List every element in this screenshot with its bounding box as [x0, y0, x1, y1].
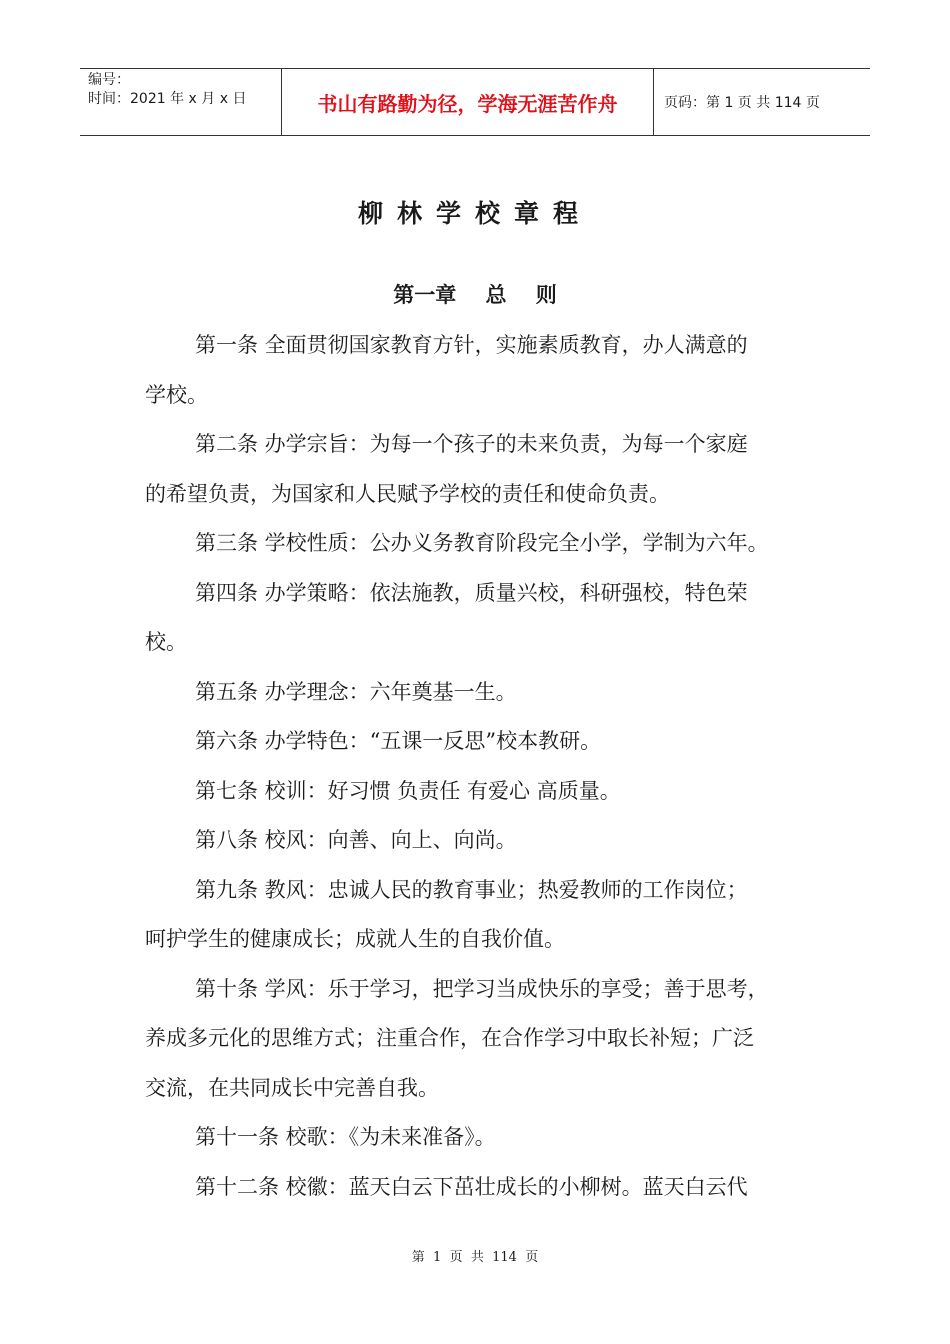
paragraph-line: 交流，在共同成长中完善自我。: [145, 1075, 439, 1100]
paragraph-line: 第四条 办学策略：依法施教，质量兴校，科研强校，特色荣: [195, 580, 748, 605]
page-footer: 第 1 页 共 114 页: [411, 1250, 539, 1265]
paragraph-line: 第十一条 校歌：《为未来准备》。: [195, 1125, 496, 1149]
paragraph-line: 第七条 校训：好习惯 负责任 有爱心 高质量。: [195, 778, 621, 803]
article-paragraph: [145, 1113, 815, 1163]
number-label: 编号：: [88, 72, 130, 88]
header-page-info: 页码：第 1 页 共 114 页: [664, 95, 820, 111]
paragraph-line: 第三条 学校性质：公办义务教育阶段完全小学，学制为六年。: [195, 531, 769, 555]
paragraph-line: 第二条 办学宗旨：为每一个孩子的未来负责，为每一个家庭: [195, 432, 748, 456]
article-paragraph: [145, 816, 815, 866]
article-paragraph: [145, 519, 815, 569]
article-paragraph: [145, 965, 815, 1114]
paragraph-line: 的希望负责，为国家和人民赋予学校的责任和使命负责。: [145, 481, 670, 506]
header-motto: 书山有路勤为径，学海无涯苦作舟: [281, 69, 654, 135]
paragraph-line: 第五条 办学理念：六年奠基一生。: [195, 679, 517, 704]
paragraph-line: 第一条 全面贯彻国家教育方针，实施素质教育，办人满意的: [195, 333, 748, 357]
article-paragraph: [145, 767, 815, 817]
paragraph-line: 呵护学生的健康成长；成就人生的自我价值。: [145, 927, 565, 951]
document-body: [145, 321, 815, 1212]
paragraph-line: 第六条 办学特色：“五课一反思”校本教研。: [195, 729, 602, 753]
paragraph-line: 养成多元化的思维方式；注重合作，在合作学习中取长补短；广泛: [145, 1026, 754, 1050]
paragraph-line: 第十条 学风：乐于学习，把学习当成快乐的享受；善于思考，: [195, 976, 769, 1001]
document-title: 柳林学校章程: [357, 199, 592, 228]
article-paragraph: [145, 668, 815, 718]
paragraph-line: 第十二条 校徽：蓝天白云下茁壮成长的小柳树。蓝天白云代: [195, 1174, 748, 1199]
article-paragraph: [145, 866, 815, 965]
paragraph-line: 学校。: [145, 382, 208, 407]
article-paragraph: [145, 717, 815, 767]
paragraph-line: 第八条 校风：向善、向上、向尚。: [195, 828, 517, 852]
article-paragraph: [145, 569, 815, 668]
paragraph-line: 校。: [145, 630, 187, 654]
article-paragraph: [145, 1163, 815, 1213]
chapter-title: 第一章 总 则: [393, 283, 557, 307]
page-header: [80, 68, 870, 136]
article-paragraph: [145, 321, 815, 420]
article-paragraph: [145, 420, 815, 519]
paragraph-line: 第九条 教风：忠诚人民的教育事业；热爱教师的工作岗位；: [195, 877, 748, 902]
header-meta: [80, 69, 281, 135]
date-label: 时间：2021 年 x 月 x 日: [88, 91, 247, 107]
